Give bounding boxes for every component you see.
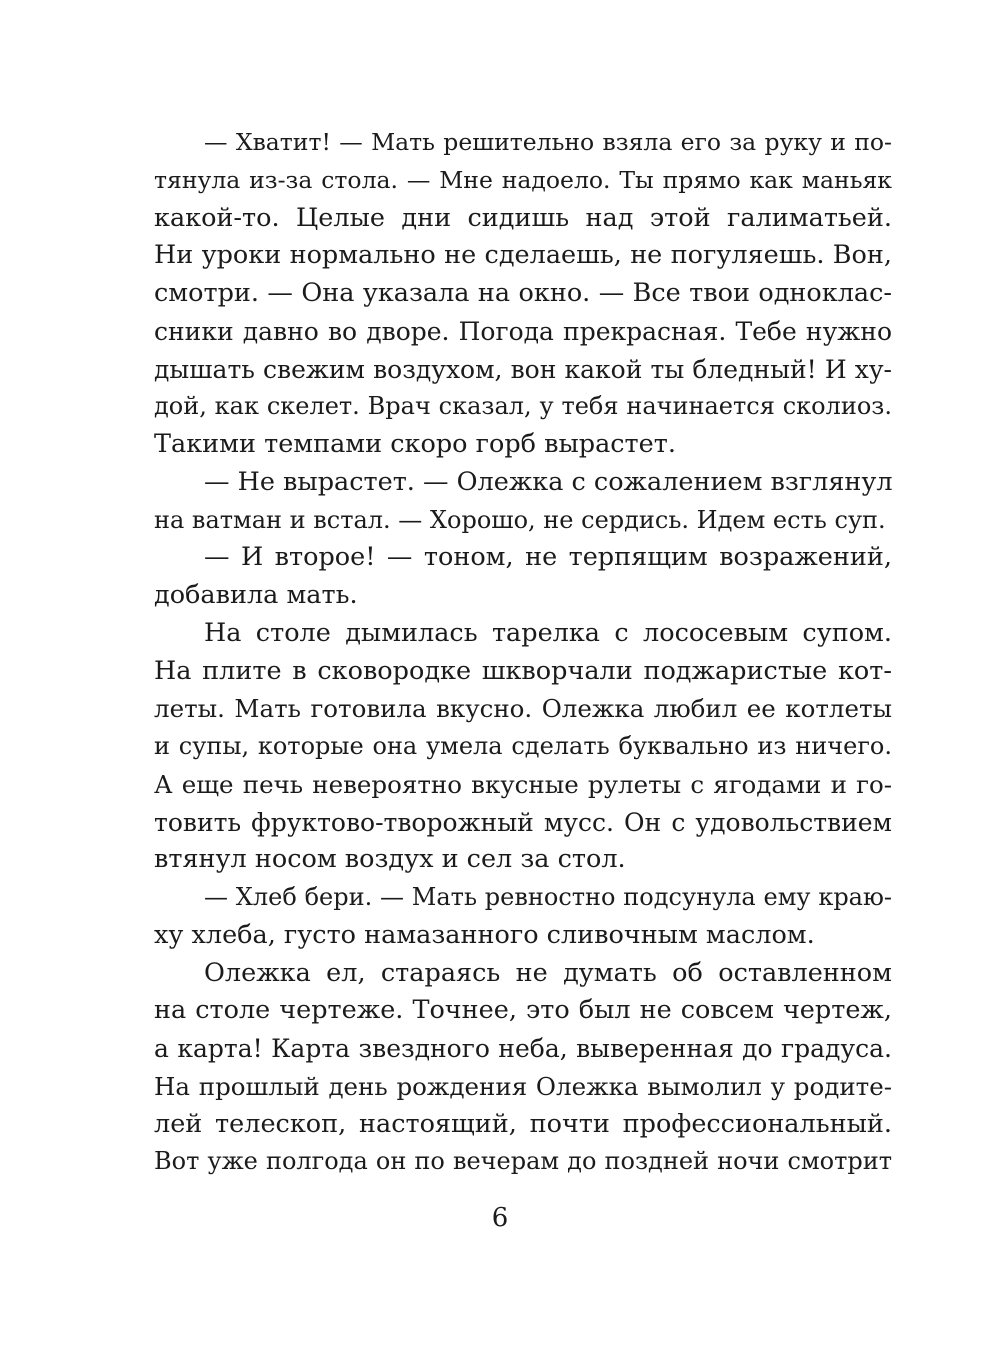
text-line: тянула из-за стола. — Мне надоело. Ты прямо как маньяк xyxy=(154,165,892,194)
text-line: смотри. — Она указала на окно. — Все твои одноклас- xyxy=(154,278,892,308)
page-number: 6 xyxy=(491,1203,509,1233)
text-line: — Хватит! — Мать решительно взяла его за руку и по- xyxy=(204,128,892,156)
text-line: — И второе! — тоном, не терпящим возражений, xyxy=(204,542,892,573)
text-line: дышать свежим воздухом, вон какой ты бледный! И ху- xyxy=(154,354,892,384)
text-line: какой-то. Целые дни сидишь над этой галиматьей. xyxy=(154,202,892,233)
text-line: Вот уже полгода он по вечерам до поздней ночи смотрит xyxy=(154,1147,892,1176)
text-line: На прошлый день рождения Олежка вымолил у родите- xyxy=(154,1071,892,1101)
text-line: Ни уроки нормально не сделаешь, не погуляешь. Вон, xyxy=(154,240,892,271)
text-line: На столе дымилась тарелка с лососевым супом. xyxy=(204,617,892,648)
text-line: А еще печь невероятно вкусные рулеты с ягодами и го- xyxy=(154,769,892,799)
text-line: леты. Мать готовила вкусно. Олежка любил ее котлеты xyxy=(154,694,892,724)
text-line: Олежка ел, стараясь не думать об оставленном xyxy=(204,957,892,988)
text-line: товить фруктово-творожный мусс. Он с удовольствием xyxy=(154,807,892,837)
text-line: Такими темпами скоро горб вырастет. xyxy=(154,429,676,459)
text-line: лей телескоп, настоящий, почти профессиональный. xyxy=(154,1108,892,1139)
text-line: на столе чертеже. Точнее, это был не совсем чертеж, xyxy=(154,995,892,1026)
body-text xyxy=(154,124,892,1181)
text-line: втянул носом воздух и сел за стол. xyxy=(154,844,626,875)
text-line: а карта! Карта звездного неба, выверенная до градуса. xyxy=(154,1034,892,1063)
text-line: и супы, которые она умела сделать буквально из ничего. xyxy=(154,732,892,760)
text-line: — Хлеб бери. — Мать ревностно подсунула ему краю- xyxy=(204,883,892,911)
text-line: на ватман и встал. — Хорошо, не сердись. Идем есть суп. xyxy=(154,505,886,534)
text-line: — Не вырастет. — Олежка с сожалением взглянул xyxy=(204,466,893,497)
text-line: дой, как скелет. Врач сказал, у тебя начинается сколиоз. xyxy=(154,392,892,421)
text-line: сники давно во дворе. Погода прекрасная. Тебе нужно xyxy=(154,316,892,346)
text-line: На плите в сковородке шкворчали поджаристые кот- xyxy=(154,655,892,686)
text-line: добавила мать. xyxy=(154,580,358,610)
text-line: ху хлеба, густо намазанного сливочным маслом. xyxy=(154,919,815,950)
